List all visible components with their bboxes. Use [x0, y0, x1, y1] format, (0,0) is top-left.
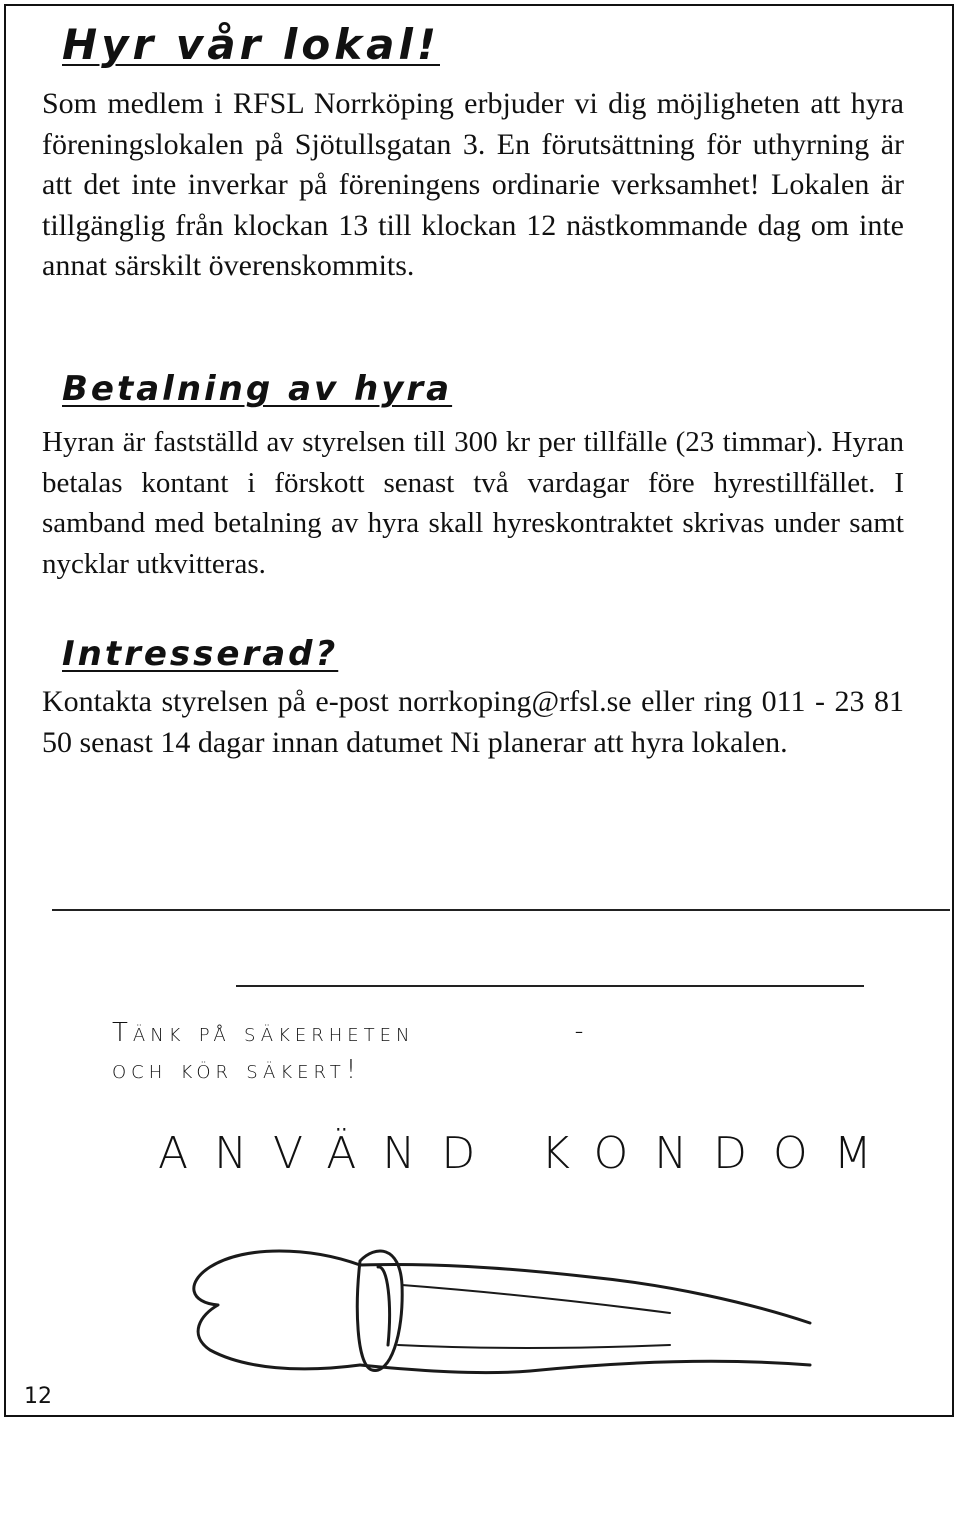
section-title-payment: Betalning av hyra: [62, 369, 453, 409]
section-payment: [42, 369, 904, 584]
interested-text: Kontakta styrelsen på e-post norrkoping@rfsl.se eller ring 011 - 23 81 50 senast 14 dagar innan datumet Ni planerar att hyra lokalen.: [42, 685, 904, 759]
divider-short: [236, 985, 864, 987]
slogan-use-condom: ANVÄND KONDOM: [158, 1128, 898, 1179]
small-dash-mark: –: [575, 1022, 583, 1041]
safety-line-2: och kör säkert!: [112, 1055, 362, 1085]
section-rent-venue: [42, 20, 904, 287]
divider-long: [52, 909, 950, 911]
rent-venue-text: Som medlem i RFSL Norrköping erbjuder vi dig möjligheten att hyra föreningslokalen på Sjötullsgatan 3. En förutsättning för uthyrning är att det inte inverkar på föreningens ordinarie verksamhet! Lokalen är tillgänglig från klockan 13 till klockan 12 nästkommande dag om inte annat särskilt överenskommits.: [42, 87, 904, 282]
safety-line-1: Tänk på säkerheten: [112, 1018, 415, 1048]
section-title-rent-venue: Hyr vår lokal!: [62, 20, 440, 69]
payment-text: Hyran är fastställd av styrelsen till 300 kr per tillfälle (23 timmar). Hyran betalas kontant i förskott senast två vardagar före hyrestillfället. I samband med betalning av hyra skall hyreskontraktet skrivas under samt nycklar utkvitteras.: [42, 426, 904, 580]
section-interested: [42, 634, 904, 763]
section-title-interested: Intresserad?: [62, 634, 339, 674]
page-number: 12: [24, 1384, 52, 1409]
condom-illustration: [150, 1185, 850, 1535]
